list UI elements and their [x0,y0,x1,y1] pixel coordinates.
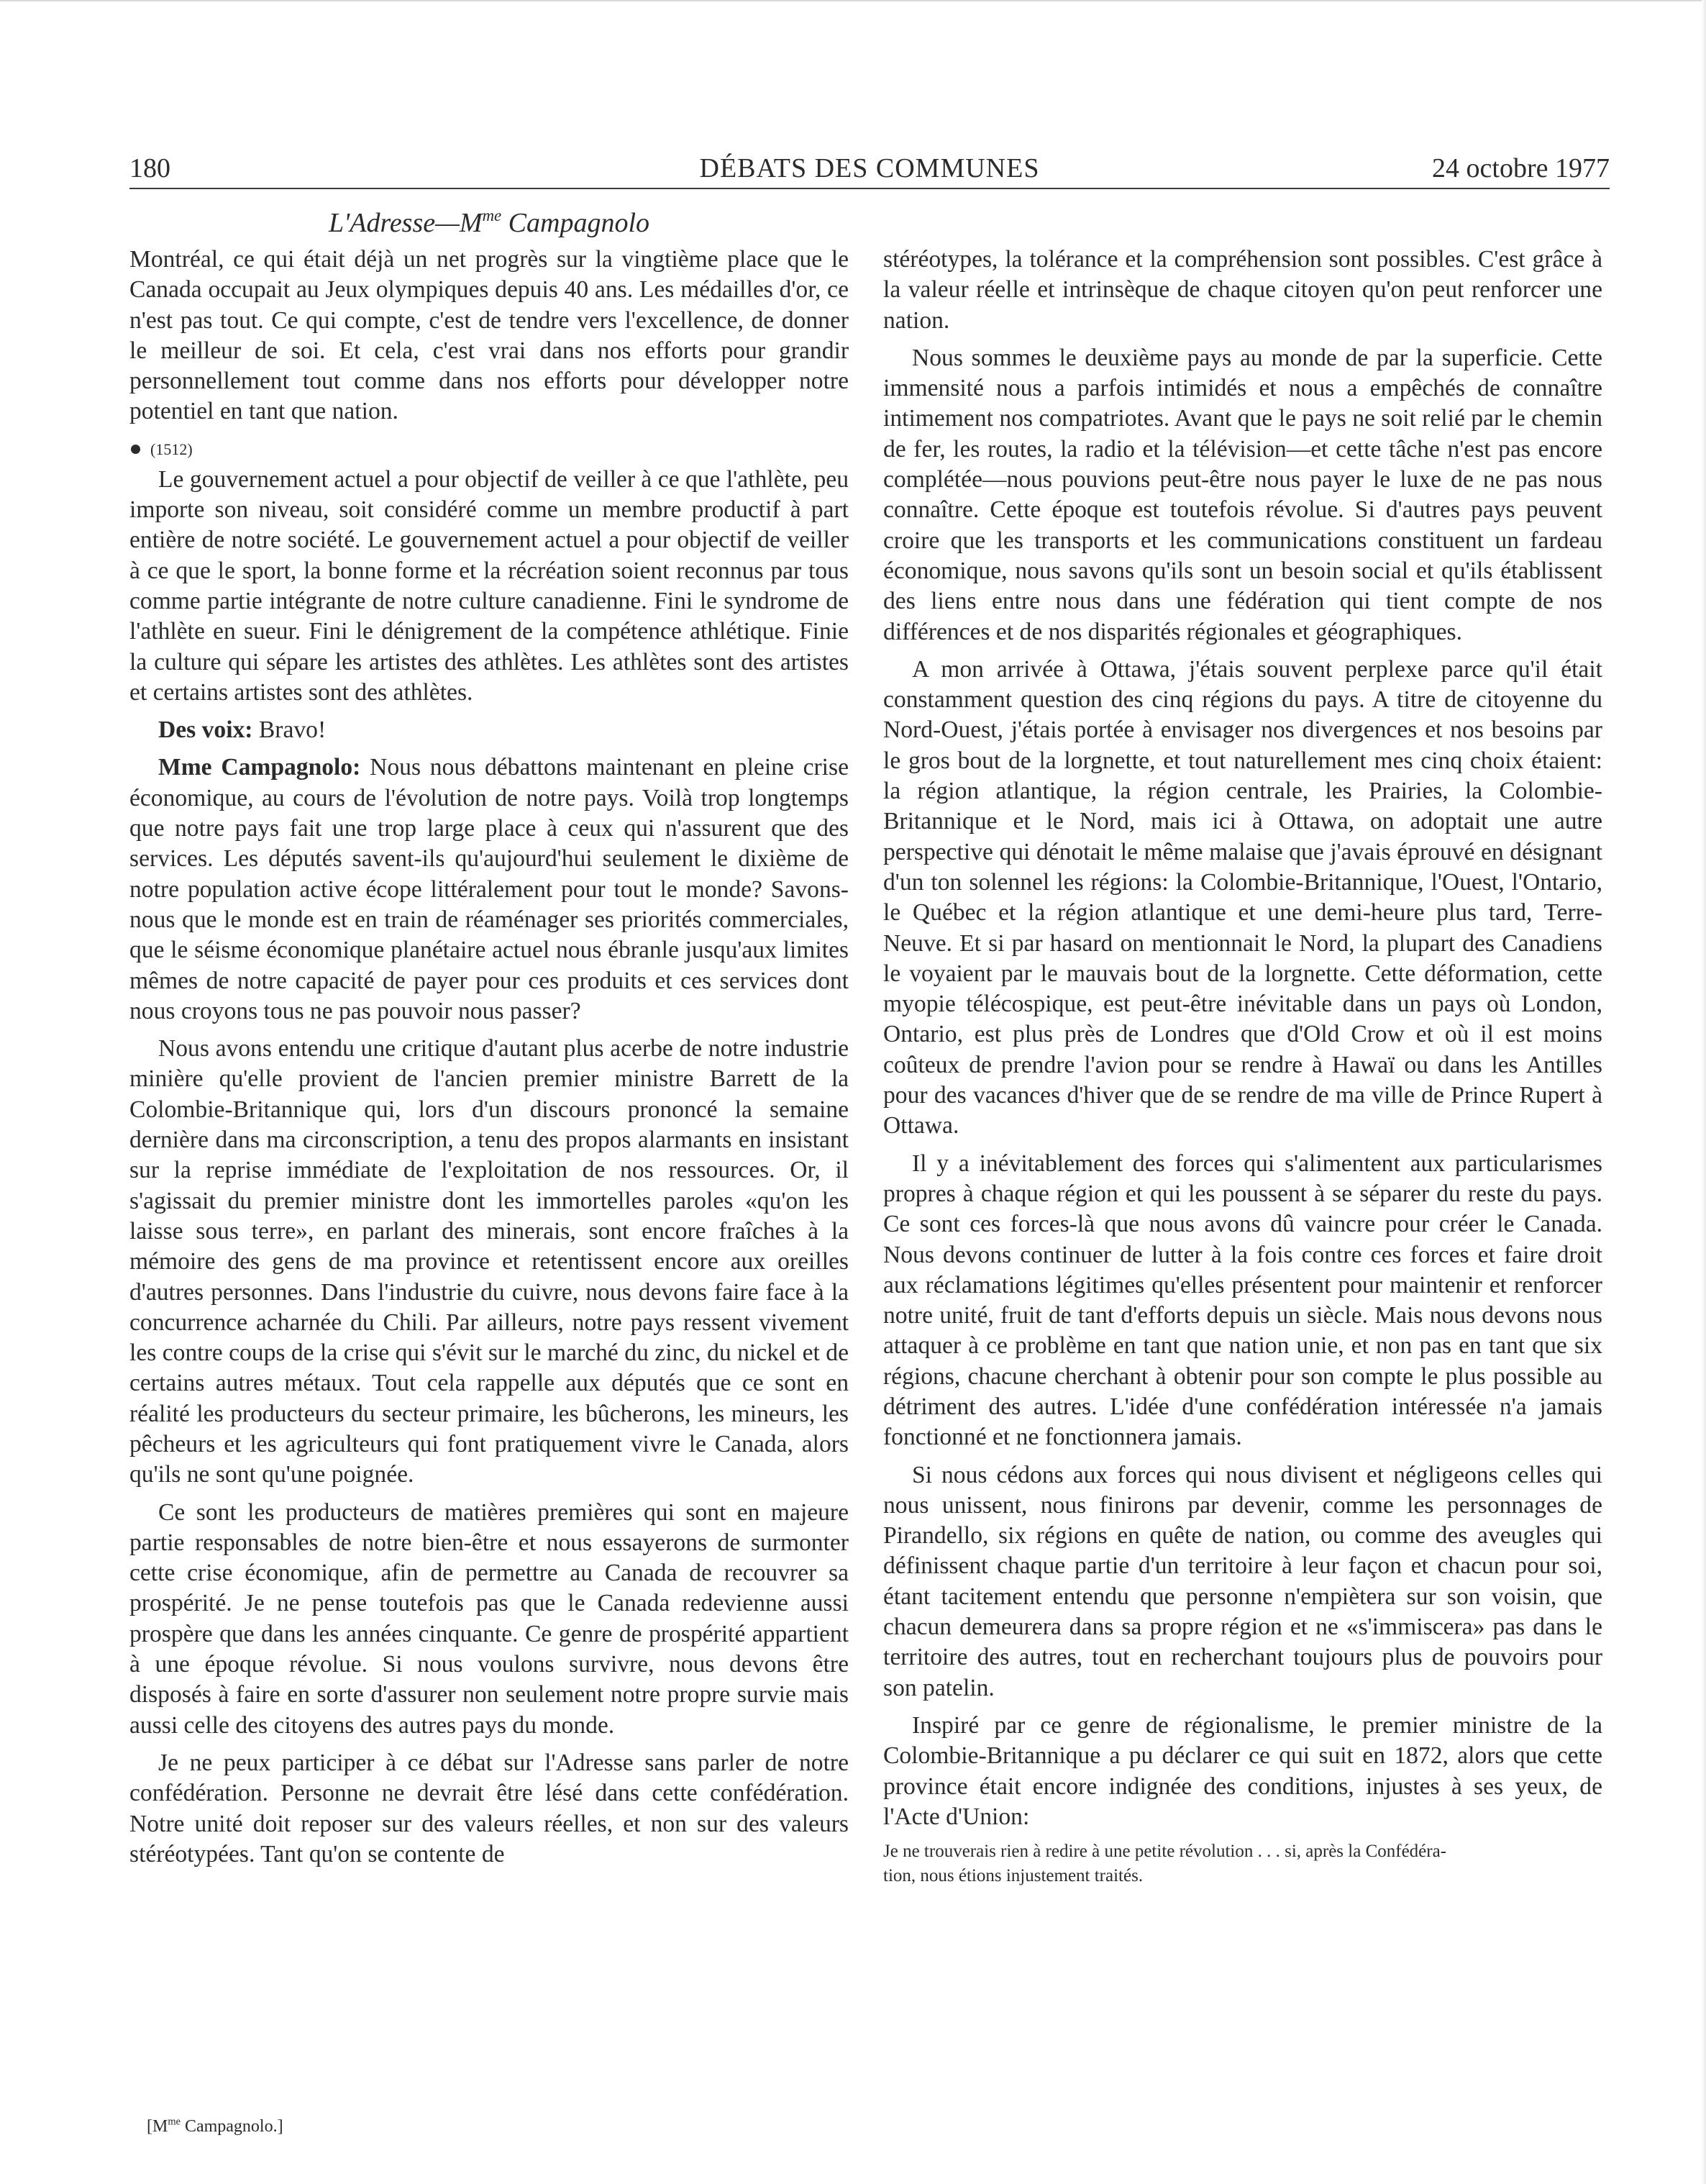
paragraph: A mon arrivée à Ottawa, j'étais souvent perplexe parce qu'il était constamment question des cinq régions du pays. A titre de citoyenne du Nord-Ouest, j'étais portée à envisager nos divergences et nos besoins par le gros bout de la lorgnette, et tout naturellement mes cinq choix étaient: la région atlantique, la région centrale, les Prairies, la Colombie-Britannique et le Nord, mais ici à Ottawa, on adoptait une autre perspective qui dénotait le même malaise que j'avais éprouvé en désignant d'un ton solennel les régions: la Colombie-Britannique, l'Ouest, l'Ontario, le Québec et la région atlantique et une demi-heure plus tard, Terre-Neuve. Et si par hasard on mentionnait le Nord, la plupart des Canadiens le voyaient par le mauvais bout de la lorgnette. Cette déformation, cette myopie télécospique, est peut-être inévitable dans un pays où London, Ontario, est plus près de Londres que d'Old Crow et où il est moins coûteux de prendre l'avion pour se rendre à Hawaï ou dans les Antilles pour des vacances d'hiver que de se rendre de ma ville de Prince Rupert à Ottawa. [883,655,1602,1139]
paragraph: Nous sommes le deuxième pays au monde de par la superficie. Cette immensité nous a parfois intimidés et nous a empêchés de connaître intimement nos compatriotes. Avant que le pays ne soit relié par le chemin de fer, les routes, la radio et la télévision—et cette tâche n'est pas encore complétée—nous pouvions peut-être nous payer le luxe de ne pas nous connaître. Cette époque est toutefois révolue. Si d'autres pays peuvent croire que les transports et les communications constituent un fardeau économique, nous savons qu'ils sont un besoin social et qu'ils établissent des liens entre nous dans une fédération qui tient compte de nos différences et de nos disparités régionales et géographiques. [883,344,1602,645]
scan-edge-right [1702,0,1706,2184]
journal-title: DÉBATS DES COMMUNES [699,153,1040,183]
left-column [129,245,849,1877]
running-head-suffix: Campagnolo [501,208,650,238]
paragraph: Montréal, ce qui était déjà un net progrès sur la vingtième place que le Canada occupait au Jeux olympiques depuis 40 ans. Les médailles d'or, ce n'est pas tout. Ce qui compte, c'est de tendre vers l'excellence, de donner le meilleur de soi. Et cela, c'est vrai dans nos efforts pour grandir personnellement tout comme dans nos efforts pour développer notre potentiel en tant que nation. [129,246,849,425]
bullet-icon [131,445,140,454]
paragraph: Inspiré par ce genre de régionalisme, le premier ministre de la Colombie-Britannique a pu déclarer ce qui suit en 1872, alors que cette province était encore indignée des conditions, injustes à ses yeux, de l'Acte d'Union: [883,1711,1602,1830]
running-head-prefix: L'Adresse—M [328,208,483,238]
running-head [129,204,849,242]
speaker-footer-note [147,2115,283,2138]
paragraph: Le gouvernement actuel a pour objectif de veiller à ce que l'athlète, peu importe son niveau, soit considéré comme un membre productif à part entière de notre société. Le gouvernement actuel a pour objectif de veiller à ce que le sport, la bonne forme et la récréation soient reconnus par tous comme partie intégrante de notre culture canadienne. Fini le syndrome de l'athlète en sueur. Fini le dénigrement de la compétence athlétique. Finie la culture qui sépare les artistes des athlètes. Les athlètes sont des artistes et certains artistes sont des athlètes. [129,465,849,706]
footer-note-suffix: Campagnolo.] [180,2117,283,2136]
speaker-name: Mme Campagnolo: [158,754,361,781]
interjection [129,715,849,745]
speech-paragraph [129,752,849,1027]
paragraph: Nous avons entendu une critique d'autant plus acerbe de notre industrie minière qu'elle provient de l'ancien premier ministre Barrett de la Colombie-Britannique qui, lors d'un discours prononcé la semaine dernière dans ma circonscription, a tenu des propos alarmants en insistant sur la reprise immédiate de l'exploitation de nos ressources. Or, il s'agissait du premier ministre dont les immortelles paroles «qu'on les laisse sous terre», en parlant des minerais, sont encore fraîches à la mémoire des gens de ma province et retentissent encore aux oreilles d'autres personnes. Dans l'industrie du cuivre, nous devons faire face à la concurrence acharnée du Chili. Par ailleurs, notre pays ressent vivement les contre coups de la crise qui s'évit sur le marché du zinc, du nickel et de certains autres métaux. Tout cela rappelle aux députés que ce sont en réalité les producteurs du secteur primaire, les bûcherons, les mineurs, les pêcheurs et les agriculteurs qui font pratiquement vivre le Canada, alors qu'ils ne sont qu'une poignée. [129,1035,849,1488]
header-rule [129,188,1610,189]
speech-text: Bravo! [252,716,327,744]
paragraph: Si nous cédons aux forces qui nous divisent et négligeons celles qui nous unissent, nous finirons par devenir, comme les personnages de Pirandello, six régions en quête de nation, ou comme des aveugles qui définissent chaque partie d'un territoire à leur façon et chacun pour soi, étant tacitement entendu que personne n'empiètera sur son voisin, que chacun demeurera dans sa propre région et ne «s'immiscera» pas dans le territoire des autres, tout en recherchant toujours plus de pouvoirs pour son patelin. [883,1461,1602,1701]
paragraph: stéréotypes, la tolérance et la compréhension sont possibles. C'est grâce à la valeur réelle et intrinsèque de chaque citoyen qu'on peut renforcer une nation. [883,246,1602,334]
speaker-name: Des voix: [158,716,253,744]
page-number: 180 [129,153,170,183]
issue-date: 24 octobre 1977 [1432,153,1610,183]
paragraph: Ce sont les producteurs de matières premières qui sont en majeure partie responsables de notre bien-être et nous essayerons de surmonter cette crise économique, afin de permettre au Canada de recouvrer sa prospérité. Je ne pense toutefois pas que le Canada redevienne aussi prospère que dans les années cinquante. Ce genre de prospérité appartient à une époque révolue. Si nous voulons survivre, nous devons être disposés à faire en sorte d'assurer non seulement notre propre survie mais aussi celle des citoyens des autres pays du monde. [129,1498,849,1739]
quote-line: Je ne trouverais rien à redire à une petite révolution . . . si, après la Confédéra- [883,1842,1447,1862]
running-head-sup: me [482,206,502,225]
footer-note-sup: me [168,2116,181,2128]
speech-text: Nous nous débattons maintenant en pleine crise économique, au cours de l'évolution de notre pays. Voilà trop longtemps que notre pays fait une trop large place à ceux qui n'assurent que des services. Les députés savent-ils qu'aujourd'hui seulement le dixième de notre population active écope littéralement pour tout le monde? Savons-nous que le monde est en train de réaménager ses priorités commerciales, que le séisme économique planétaire actuel nous ébranle jusqu'aux limites mêmes de notre capacité de payer pour ces produits et ces services dont nous croyons tous ne pas pouvoir nous passer? [129,754,849,1024]
block-quote [883,1839,1602,1888]
footer-note-prefix: [M [147,2117,168,2136]
paragraph: Il y a inévitablement des forces qui s'alimentent aux particularismes propres à chaque région et qui les poussent à se séparer du reste du pays. Ce sont ces forces-là que nous avons dû vaincre pour créer le Canada. Nous devons continuer de lutter à la fois contre ces forces et faire droit aux réclamations légitimes qu'elles présentent pour maintenir et renforcer notre unité, fruit de tant d'efforts depuis un siècle. Mais nous devons nous attaquer à ce problème en tant que nation unie, et non pas en tant que six régions, chacune cherchant à obtenir pour son compte le plus possible au détriment des autres. L'idée d'une confédération intéressée n'a jamais fonctionné et ne fonctionnera jamais. [883,1150,1602,1451]
page-header [129,150,1610,187]
quote-line: tion, nous étions injustement traités. [883,1866,1144,1886]
time-marker-text: (1512) [150,440,193,458]
right-column [883,245,1602,1888]
time-marker [129,434,849,465]
paragraph: Je ne peux participer à ce débat sur l'Adresse sans parler de notre confédération. Personne ne devrait être lésé dans cette confédération. Notre unité doit reposer sur des valeurs réelles, et non sur des valeurs stéréotypées. Tant qu'on se contente de [129,1749,849,1867]
scan-edge-top [0,0,1706,1]
